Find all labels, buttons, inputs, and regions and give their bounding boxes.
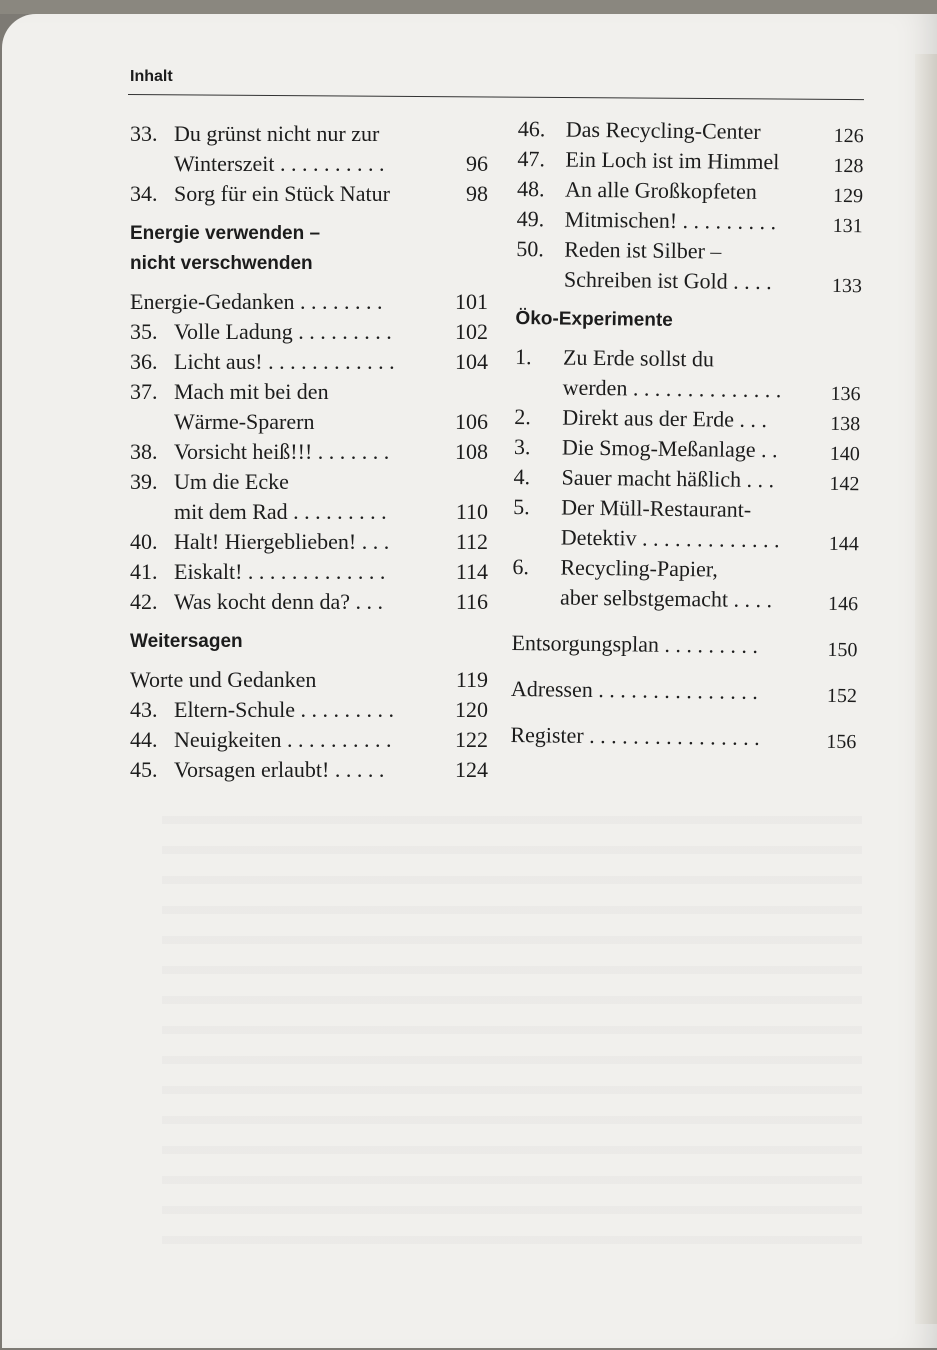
page-number: 122 bbox=[455, 727, 488, 752]
toc-entry bbox=[130, 377, 488, 407]
chapter-number: 47. bbox=[517, 145, 546, 172]
chapter-title: Licht aus! . . . . . . . . . . . . bbox=[174, 349, 395, 374]
toc-entry bbox=[130, 497, 488, 527]
page-number: 131 bbox=[832, 214, 863, 238]
chapter-title: Eiskalt! . . . . . . . . . . . . . bbox=[174, 559, 386, 584]
chapter-number: 36. bbox=[130, 349, 158, 374]
toc-entry bbox=[130, 527, 488, 557]
toc-entry bbox=[512, 552, 858, 586]
chapter-title: Mach mit bei den bbox=[174, 379, 329, 404]
chapter-title: aber selbstgemacht . . . . bbox=[559, 584, 773, 613]
toc-entry bbox=[130, 317, 488, 347]
page-number: 129 bbox=[832, 184, 864, 208]
chapter-title: Ein Loch ist im Himmel bbox=[565, 146, 780, 175]
toc-entry bbox=[517, 174, 863, 208]
page-number: 106 bbox=[455, 409, 488, 434]
chapter-title: Direkt aus der Erde . . . bbox=[562, 404, 768, 433]
chapter-number: 38. bbox=[130, 439, 158, 464]
chapter-number: 48. bbox=[516, 175, 545, 202]
page-number: 110 bbox=[455, 499, 488, 524]
toc-entry bbox=[130, 437, 488, 467]
toc-entry bbox=[515, 342, 861, 376]
chapter-title: Energie-Gedanken . . . . . . . . bbox=[130, 289, 383, 314]
chapter-number: 1. bbox=[514, 343, 532, 370]
toc-entry bbox=[518, 114, 864, 148]
toc-entry bbox=[513, 522, 859, 556]
chapter-title: Das Recycling-Center bbox=[565, 116, 761, 144]
page-number: 114 bbox=[455, 559, 488, 584]
chapter-title: Die Smog-Meßanlage . . bbox=[561, 434, 778, 463]
page-number: 120 bbox=[455, 697, 488, 722]
chapter-number: 41. bbox=[130, 559, 158, 584]
toc-entry bbox=[510, 720, 856, 754]
chapter-number: 45. bbox=[130, 757, 158, 782]
chapter-title: Worte und Gedanken bbox=[130, 667, 317, 692]
page-number: 98 bbox=[466, 181, 488, 206]
page-number: 136 bbox=[830, 382, 861, 406]
toc-entry bbox=[514, 402, 860, 436]
page-number: 146 bbox=[827, 592, 859, 616]
toc-entry bbox=[130, 347, 488, 377]
chapter-title: Vorsagen erlaubt! . . . . . bbox=[174, 757, 385, 782]
toc-entry bbox=[517, 204, 863, 238]
chapter-title: Vorsicht heiß!!! . . . . . . . bbox=[174, 439, 390, 464]
chapter-title: Um die Ecke bbox=[174, 469, 289, 494]
chapter-title: An alle Großkopfeten bbox=[564, 176, 758, 204]
page-number: 126 bbox=[833, 124, 864, 148]
chapter-title: Du grünst nicht nur zur bbox=[174, 121, 380, 146]
chapter-number: 6. bbox=[512, 553, 530, 580]
chapter-number: 37. bbox=[130, 379, 158, 404]
page-number: 144 bbox=[828, 532, 859, 556]
header-rule bbox=[128, 94, 864, 100]
chapter-number: 5. bbox=[513, 493, 530, 520]
chapter-title: Eltern-Schule . . . . . . . . . bbox=[174, 697, 394, 722]
chapter-number: 44. bbox=[130, 727, 158, 752]
toc-entry bbox=[130, 665, 488, 695]
chapter-title: Winterszeit . . . . . . . . . . bbox=[174, 151, 385, 176]
chapter-number: 3. bbox=[513, 433, 531, 460]
page-number: 152 bbox=[826, 684, 858, 708]
chapter-title: werden . . . . . . . . . . . . . . bbox=[562, 374, 782, 403]
page-number: 112 bbox=[455, 529, 488, 554]
page-number: 140 bbox=[829, 442, 861, 466]
chapter-number: 39. bbox=[130, 469, 158, 494]
chapter-title: Zu Erde sollst du bbox=[562, 344, 715, 372]
toc-entry bbox=[130, 725, 488, 755]
chapter-title: Mitmischen! . . . . . . . . . bbox=[564, 206, 777, 235]
page-number: 119 bbox=[455, 667, 488, 692]
chapter-number: 34. bbox=[130, 181, 158, 206]
toc-entry bbox=[517, 144, 863, 178]
section-heading: Öko-Experimente bbox=[515, 307, 673, 331]
toc-entry bbox=[512, 582, 858, 616]
page-number: 150 bbox=[827, 638, 858, 662]
chapter-number: 46. bbox=[517, 115, 546, 142]
chapter-title: Halt! Hiergeblieben! . . . bbox=[174, 529, 390, 554]
toc-entry bbox=[513, 492, 859, 526]
chapter-number: 33. bbox=[130, 121, 158, 146]
toc-left-column bbox=[130, 119, 488, 785]
chapter-title: Schreiben ist Gold . . . . bbox=[563, 266, 772, 295]
toc-entry bbox=[130, 467, 488, 497]
section-heading: Energie verwenden – bbox=[130, 223, 321, 244]
chapter-title: Recycling-Papier, bbox=[560, 554, 718, 582]
toc-entry bbox=[511, 674, 857, 708]
toc-entry bbox=[516, 264, 862, 298]
page-number: 101 bbox=[455, 289, 488, 314]
page-number: 138 bbox=[830, 412, 861, 436]
chapter-number: 35. bbox=[130, 319, 158, 344]
chapter-number: 50. bbox=[516, 235, 545, 262]
chapter-title: Sorg für ein Stück Natur bbox=[174, 181, 390, 206]
toc-entry bbox=[516, 234, 862, 268]
chapter-title: Was kocht denn da? . . . bbox=[174, 589, 383, 614]
page-number: 96 bbox=[466, 151, 488, 176]
toc-entry bbox=[130, 179, 488, 209]
chapter-number: 49. bbox=[516, 205, 545, 232]
chapter-title: Adressen . . . . . . . . . . . . . . . bbox=[510, 675, 758, 704]
chapter-title: Reden ist Silber – bbox=[564, 236, 722, 264]
toc-entry bbox=[511, 628, 857, 662]
page-number: 104 bbox=[455, 349, 488, 374]
toc-entry bbox=[130, 287, 488, 317]
chapter-title: Sauer macht häßlich . . . bbox=[561, 464, 775, 493]
page-number: 116 bbox=[455, 589, 488, 614]
toc-entry bbox=[514, 432, 860, 466]
chapter-title: Volle Ladung . . . . . . . . . bbox=[174, 319, 392, 344]
background-top bbox=[0, 0, 937, 14]
toc-entry bbox=[130, 695, 488, 725]
toc-entry bbox=[130, 149, 488, 179]
toc-entry bbox=[130, 755, 488, 785]
chapter-number: 40. bbox=[130, 529, 158, 554]
page-number: 108 bbox=[455, 439, 488, 464]
chapter-title: Wärme-Sparern bbox=[174, 409, 315, 434]
page-number: 128 bbox=[833, 154, 864, 178]
chapter-title: Register . . . . . . . . . . . . . . . . bbox=[510, 721, 760, 750]
toc-entry bbox=[130, 557, 488, 587]
toc-entry bbox=[130, 119, 488, 149]
page-number: 124 bbox=[455, 757, 488, 782]
section-heading: nicht verschwenden bbox=[130, 253, 313, 274]
page-number: 142 bbox=[829, 472, 860, 496]
toc-entry bbox=[514, 372, 860, 406]
section-heading: Weitersagen bbox=[130, 631, 243, 652]
chapter-title: mit dem Rad . . . . . . . . . bbox=[174, 499, 387, 524]
page-number: 156 bbox=[826, 730, 857, 754]
running-head: Inhalt bbox=[130, 68, 173, 85]
page-edge-shadow bbox=[915, 54, 937, 1324]
book-page bbox=[2, 14, 937, 1348]
chapter-title: Neuigkeiten . . . . . . . . . . bbox=[174, 727, 392, 752]
chapter-number: 42. bbox=[130, 589, 158, 614]
toc-entry bbox=[130, 587, 488, 617]
show-through-texture bbox=[162, 794, 862, 1264]
toc-right-column bbox=[510, 114, 864, 754]
chapter-number: 43. bbox=[130, 697, 158, 722]
toc-entry bbox=[513, 462, 859, 496]
chapter-number: 4. bbox=[513, 463, 531, 490]
toc-entry bbox=[130, 407, 488, 437]
chapter-number: 2. bbox=[514, 403, 531, 430]
chapter-title: Detektiv . . . . . . . . . . . . . bbox=[560, 524, 780, 553]
page-number: 102 bbox=[455, 319, 488, 344]
chapter-title: Entsorgungsplan . . . . . . . . . bbox=[511, 629, 759, 658]
chapter-title: Der Müll-Restaurant- bbox=[561, 494, 752, 522]
page-number: 133 bbox=[831, 274, 863, 298]
